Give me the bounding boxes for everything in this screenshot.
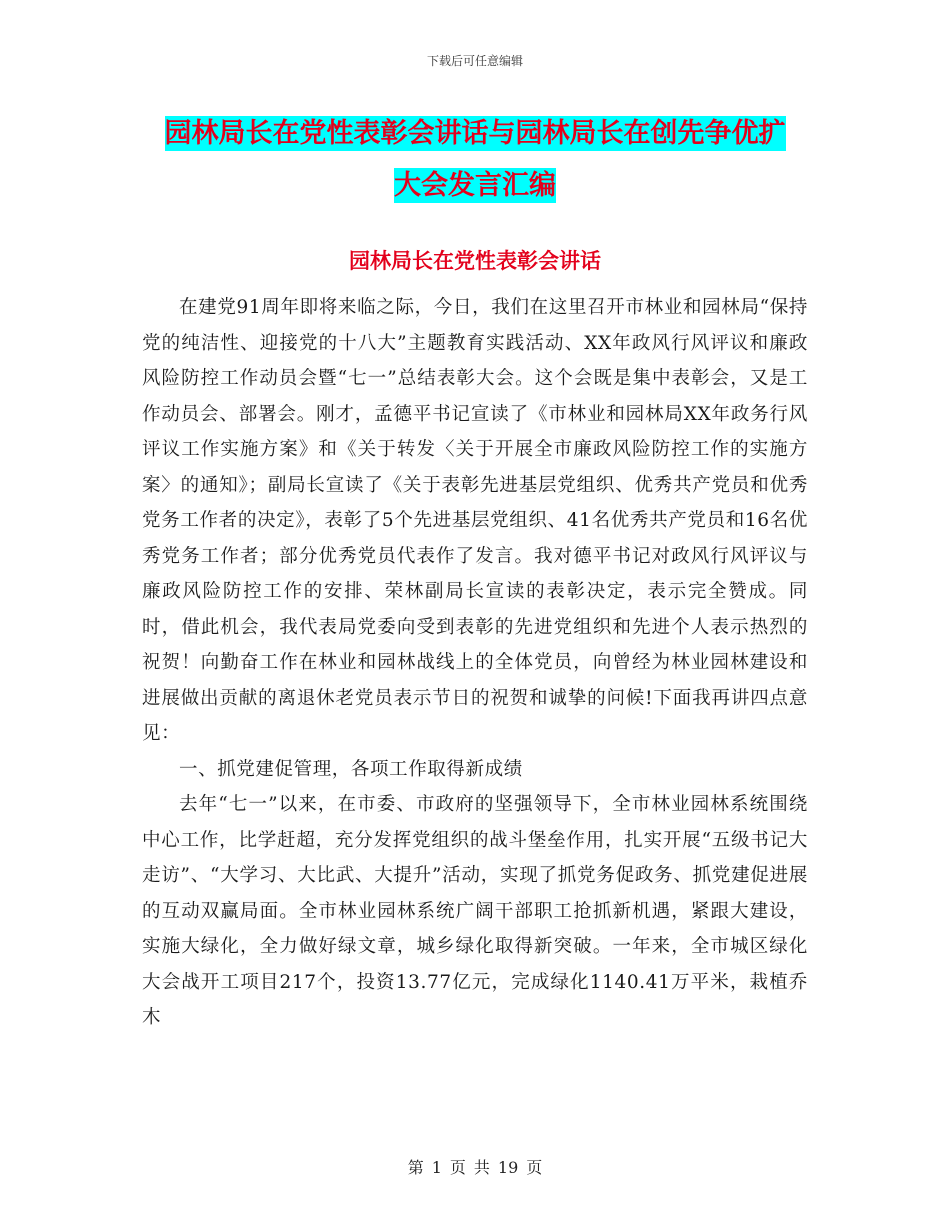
paragraph-intro: 在建党91周年即将来临之际，今日，我们在这里召开市林业和园林局“保持党的纯洁性、迎接党的十八大”主题教育实践活动、XX年政风行风评议和廉政风险防控工作动员会暨“七一”总结表彰大会。这个会既是集中表彰会，又是工作动员会、部署会。刚才，孟德平书记宣读了《市林业和园林局XX年政务行风评议工作实施方案》和《关于转发〈关于开展全市廉政风险防控工作的实施方案〉的通知》；副局长宣读了《关于表彰先进基层党组织、优秀共产党员和优秀党务工作者的决定》，表彰了5个先进基层党组织、41名优秀共产党员和16名优秀党务工作者；部分优秀党员代表作了发言。我对德平书记对政风行风评议与廉政风险防控工作的安排、荣林副局长宣读的表彰决定，表示完全赞成。同时，借此机会，我代表局党委向受到表彰的先进党组织和先进个人表示热烈的祝贺！向勤奋工作在林业和园林战线上的全体党员，向曾经为林业园林建设和进展做出贡献的离退休老党员表示节日的祝贺和诚挚的问候!下面我再讲四点意见： bbox=[142, 297, 808, 744]
footer-page-total: 19 bbox=[497, 1158, 519, 1177]
document-title-line2: 大会发言汇编 bbox=[394, 170, 556, 201]
footer-suffix: 页 bbox=[526, 1158, 543, 1177]
footer-prefix: 第 bbox=[407, 1158, 424, 1177]
paragraph-achievements: 去年“七一”以来，在市委、市政府的坚强领导下，全市林业园林系统围绕中心工作，比学赶超，充分发挥党组织的战斗堡垒作用，扎实开展“五级书记大走访”、“大学习、大比武、大提升”活动，实现了抓党务促政务、抓党建促进展的互动双赢局面。全市林业园林系统广阔干部职工抢抓新机遇，紧跟大建设，实施大绿化，全力做好绿文章，城乡绿化取得新突破。一年来，全市城区绿化大会战开工项目217个，投资13.77亿元，完成绿化1140.41万平米，栽植乔木 bbox=[142, 794, 808, 1028]
section-title: 园林局长在党性表彰会讲话 bbox=[349, 249, 601, 273]
document-title bbox=[150, 108, 800, 212]
document-title-line1: 园林局长在党性表彰会讲话与园林局长在创先争优扩 bbox=[164, 118, 786, 149]
footer-page-current: 1 bbox=[431, 1158, 442, 1177]
footer-page-unit: 页 bbox=[449, 1158, 466, 1177]
page-footer bbox=[0, 1155, 950, 1178]
footer-total-prefix: 共 bbox=[473, 1158, 490, 1177]
document-body bbox=[142, 290, 808, 1036]
paragraph-heading-1: 一、抓党建促管理，各项工作取得新成绩 bbox=[179, 758, 523, 780]
header-note: 下载后可任意编辑 bbox=[426, 54, 523, 68]
